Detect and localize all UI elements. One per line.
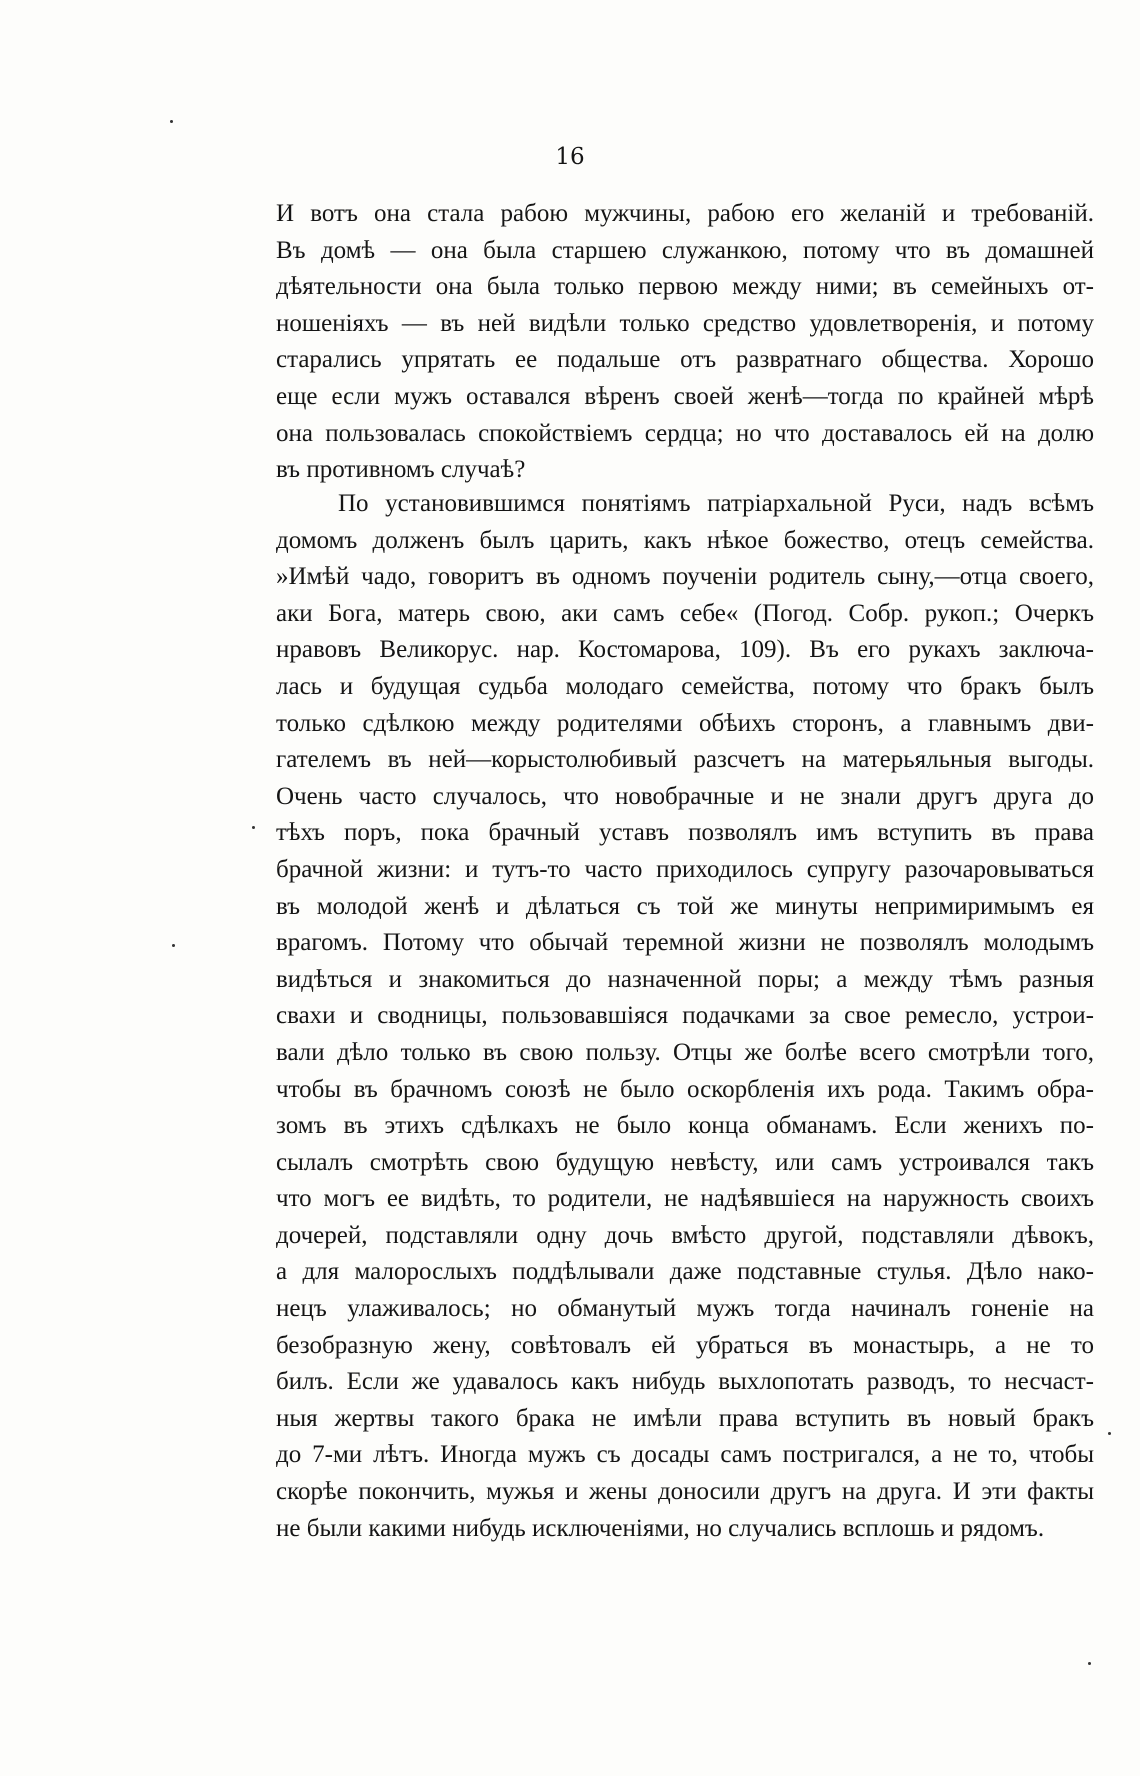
scan-speck [170,120,173,123]
text-line: зомъ въ этихъ сдѣлкахъ не было конца обманамъ. Если женихъ по- [276,1112,1094,1140]
text-line: аки Бога, матерь свою, аки самъ себе« (Погод. Собр. рукоп.; Очеркъ [276,599,1094,627]
text-line: »Имѣй чадо, говоритъ въ одномъ поученіи родитель сыну,—отца своего, [276,563,1094,591]
text-line: нецъ улаживалось; но обманутый мужъ тогда начиналъ гоненіе на [276,1295,1094,1323]
text-line: дочерей, подставляли одну дочь вмѣсто другой, подставляли дѣвокъ, [276,1221,1094,1249]
text-line: И вотъ она стала рабою мужчины, рабою его желаній и требованій. [276,200,1094,227]
text-line: нравовъ Великорус. нар. Костомарова, 109). Въ его рукахъ заключа- [276,636,1094,664]
paragraph-2 [276,486,1094,1547]
text-line: врагомъ. Потому что обычай теремной жизни не позволялъ молодымъ [276,929,1094,957]
scan-speck [1108,1432,1111,1435]
text-line: Очень часто случалось, что новобрачные и не знали другъ друга до [276,782,1094,810]
text-line: что могъ ее видѣть, то родители, не надѣявшіеся на наружность своихъ [276,1185,1094,1213]
text-line: не были какими нибудь исключеніями, но случались всплошь и рядомъ. [276,1514,1045,1542]
text-line: скорѣе покончить, мужья и жены доносили другъ на друга. И эти факты [276,1478,1094,1506]
text-line: тѣхъ поръ, пока брачный уставъ позволялъ имъ вступить въ права [276,819,1094,847]
text-line: Въ домѣ — она была старшею служанкою, потому что въ домашней [276,236,1094,264]
text-line: ношеніяхъ — въ ней видѣли только средство удовлетворенія, и потому [276,309,1094,337]
page-number: 16 [555,144,585,170]
scan-speck [172,944,175,947]
scan-speck [252,826,255,829]
text-line: до 7-ми лѣтъ. Иногда мужъ съ досады самъ постригался, а не то, чтобы [276,1441,1094,1469]
text-line: свахи и сводницы, пользовавшіяся подачками за свое ремесло, устрои- [276,1002,1094,1030]
text-line: безобразную жену, совѣтовалъ ей убраться въ монастырь, а не то [276,1331,1094,1359]
text-line: дѣятельности она была только первою между ними; въ семейныхъ от- [276,273,1094,301]
text-line: брачной жизни: и тутъ-то часто приходилось супругу разочаровываться [276,855,1094,883]
text-line: въ молодой женѣ и дѣлаться съ той же минуты непримиримымъ ея [276,892,1094,920]
text-line: лась и будущая судьба молодаго семейства, потому что бракъ былъ [276,672,1094,700]
text-line: вали дѣло только въ свою пользу. Отцы же болѣе всего смотрѣли того, [276,1038,1094,1066]
text-line: билъ. Если же удавалось какъ нибудь выхлопотать разводъ, то несчаст- [276,1368,1094,1396]
text-line: домомъ долженъ былъ царить, какъ нѣкое божество, отецъ семейства. [276,526,1094,554]
text-line: гателемъ въ ней—корыстолюбивый разсчетъ на матерьяльныя выгоды. [276,746,1094,774]
text-line: ныя жертвы такого брака не имѣли права вступить въ новый бракъ [276,1404,1094,1432]
text-line: въ противномъ случаѣ? [276,456,526,484]
text-line: чтобы въ брачномъ союзѣ не было оскорбленія ихъ рода. Такимъ обра- [276,1075,1094,1103]
text-line: старались упрятать ее подальше отъ развратнаго общества. Хорошо [276,346,1094,374]
text-line: еще если мужъ оставался вѣренъ своей женѣ—тогда по крайней мѣрѣ [276,382,1094,410]
text-line: сылалъ смотрѣть свою будущую невѣсту, или самъ устроивался такъ [276,1148,1094,1176]
text-line: она пользовалась спокойствіемъ сердца; но что доставалось ей на долю [276,419,1094,447]
paragraph-1 [276,196,1094,489]
text-line: видѣться и знакомиться до назначенной поры; а между тѣмъ разныя [276,965,1094,993]
text-line: только сдѣлкою между родителями обѣихъ сторонъ, а главнымъ дви- [276,709,1094,737]
text-line: По установившимся понятіямъ патріархальной Руси, надъ всѣмъ [338,490,1094,517]
scan-speck [1088,1662,1091,1665]
text-line: а для малорослыхъ поддѣлывали даже подставные стулья. Дѣло нако- [276,1258,1094,1286]
